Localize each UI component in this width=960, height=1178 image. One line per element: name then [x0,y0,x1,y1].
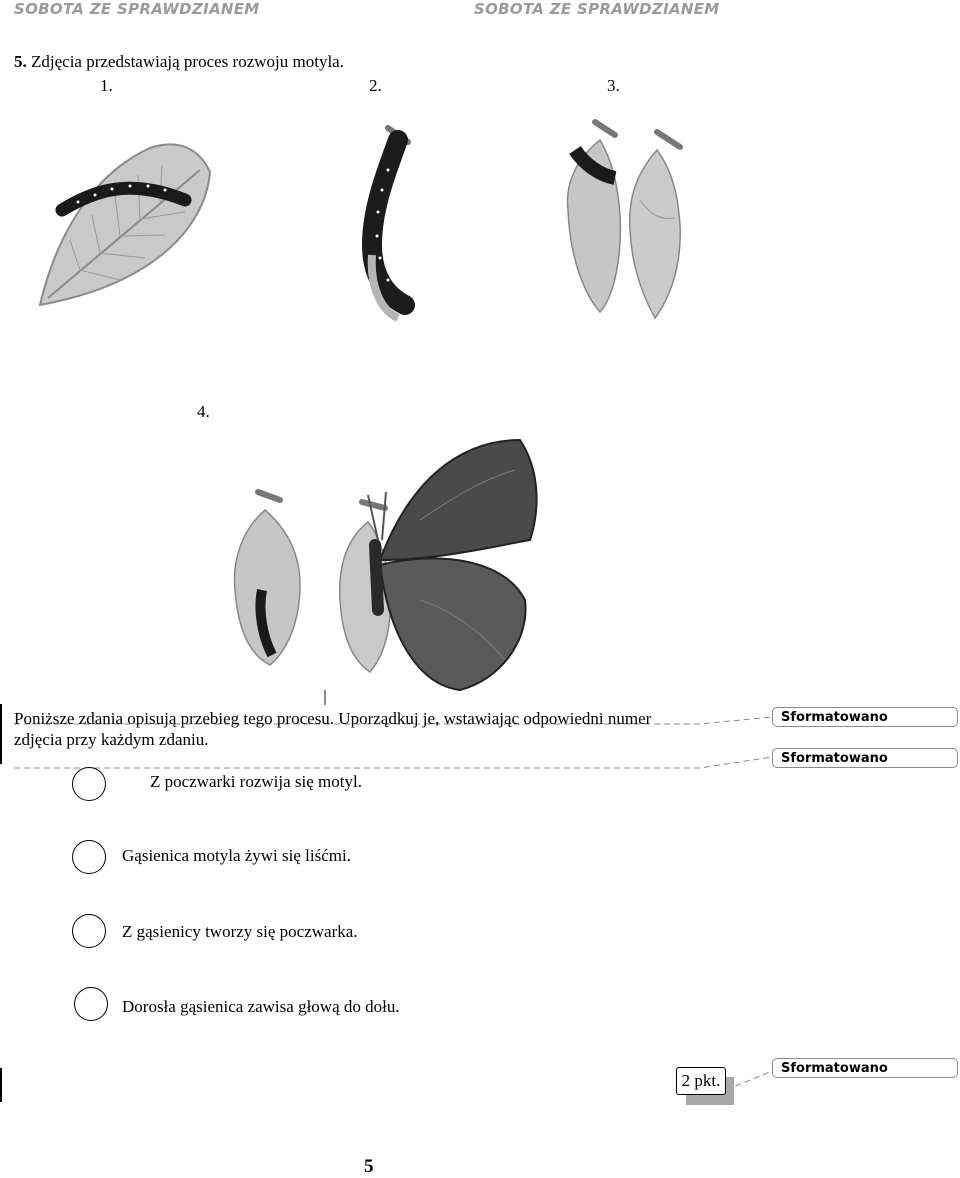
change-bar [0,1068,2,1102]
instruction-paragraph [14,708,714,750]
comment-balloon-1[interactable]: Sformatowano [772,707,958,727]
header-right: SOBOTA ZE SPRAWDZIANEM [474,0,720,18]
answer-circle-4[interactable] [74,987,108,1021]
photo-label-4: 4. [197,402,210,421]
photo-label-1: 1. [100,76,113,95]
photo-label-3: 3. [607,76,620,95]
change-bar [0,704,2,764]
statement-1: Z poczwarki rozwija się motyl. [150,772,362,791]
answer-circle-3[interactable] [72,914,106,948]
photo-label-2: 2. [369,76,382,95]
instruction-line-2: zdjęcia przy każdym zdaniu. [14,730,209,749]
comment-balloon-2[interactable]: Sformatowano [772,748,958,768]
photo-3-pupa-forming [567,122,680,318]
photo-4-butterfly-emerging [234,440,536,705]
statement-2: Gąsienica motyla żywi się liśćmi. [122,846,351,865]
page-number: 5 [364,1156,374,1177]
points-box: 2 pkt. [676,1067,726,1095]
photo-2-hanging-caterpillar [372,128,408,318]
comment-balloon-3[interactable]: Sformatowano [772,1058,958,1078]
answer-circle-1[interactable] [72,767,106,801]
header-left: SOBOTA ZE SPRAWDZIANEM [14,0,260,18]
question-number: 5. [14,52,27,71]
statement-4: Dorosła gąsienica zawisa głową do dołu. [122,997,400,1016]
question-text: Zdjęcia przedstawiają proces rozwoju motyla. [31,52,344,71]
instruction-line-1: Poniższe zdania opisują przebieg tego procesu. Uporządkuj je, wstawiając odpowiedni numer [14,709,652,728]
photo-1-caterpillar-on-leaf [40,144,210,305]
statement-3: Z gąsienicy tworzy się poczwarka. [122,922,358,941]
revision-lines [14,717,772,1090]
answer-circle-2[interactable] [72,840,106,874]
